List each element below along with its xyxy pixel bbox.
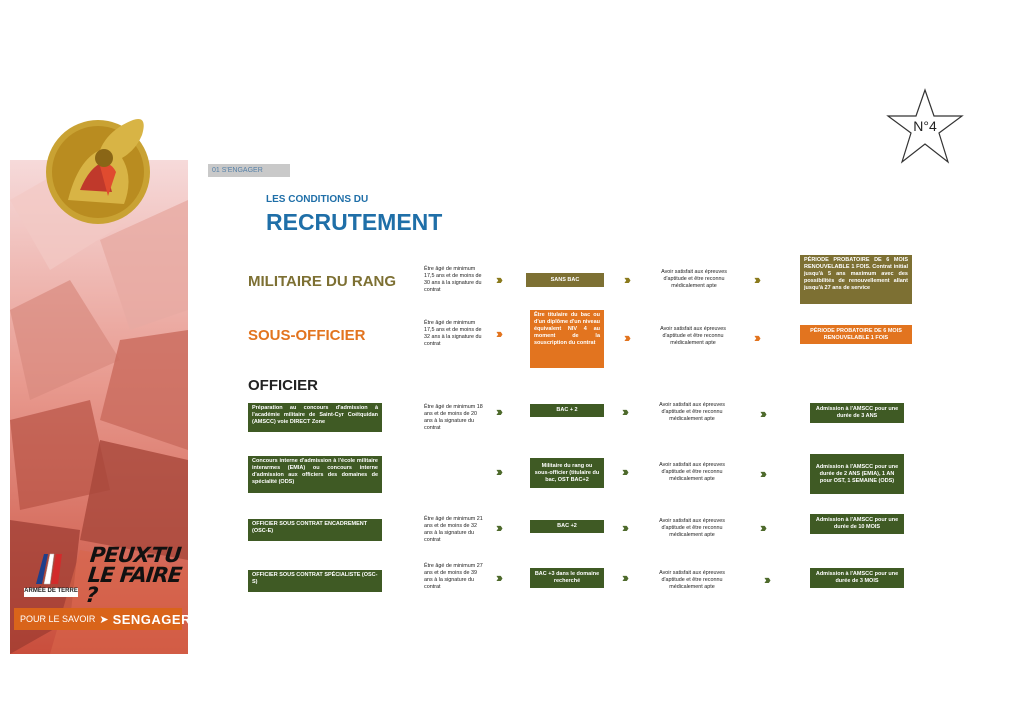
diploma-box: BAC +2 xyxy=(530,520,604,533)
page-title: RECRUTEMENT xyxy=(266,209,443,235)
aptitude-condition: Avoir satisfait aux épreuves d'aptitude et être reconnu médicalement apte xyxy=(661,269,727,289)
age-condition: Être âgé de minimum 18 ans et de moins de 20 ans à la signature du contrat xyxy=(424,404,483,431)
aptitude-condition: Avoir satisfait aux épreuves d'aptitude et être reconnu médicalement apte xyxy=(659,518,725,538)
aptitude-condition: Avoir satisfait aux épreuves d'aptitude et être reconnu médicalement apte xyxy=(659,570,725,590)
chevrons-icon: ››› xyxy=(496,464,500,479)
result-box: Admission à l'AMSCC pour une durée de 3 ANS xyxy=(810,403,904,423)
chevrons-icon: ››› xyxy=(496,570,500,585)
badge-number: N°4 xyxy=(913,118,937,134)
aptitude-condition: Avoir satisfait aux épreuves d'aptitude et être reconnu médicalement apte xyxy=(659,402,725,422)
result-box: Admission à l'AMSCC pour une durée de 10 MOIS xyxy=(810,514,904,534)
diploma-box: BAC +3 dans le domaine recherché xyxy=(530,568,604,588)
cta-text: POUR LE SAVOIR xyxy=(20,614,96,624)
chevrons-icon: ››› xyxy=(496,520,500,535)
aptitude-condition: Avoir satisfait aux épreuves d'aptitude et être reconnu médicalement apte xyxy=(660,326,726,346)
chevrons-icon: ››› xyxy=(624,330,628,345)
age-condition: Être âgé de minimum 17,5 ans et de moins de 30 ans à la signature du contrat xyxy=(424,266,482,293)
chevrons-icon: ››› xyxy=(622,404,626,419)
result-box: PÉRIODE PROBATOIRE DE 6 MOIS RENOUVELABLE 1 FOIS xyxy=(800,325,912,344)
result-box: PÉRIODE PROBATOIRE DE 6 MOIS RENOUVELABLE 1 FOIS. Contrat initial jusqu'à 5 ans maximum avec des possibilités de renouvellement allant jusqu'à 27 ans de service xyxy=(800,255,912,304)
army-emblem xyxy=(38,100,168,230)
chevrons-icon: ››› xyxy=(496,326,500,341)
category-sous-officier: SOUS-OFFICIER xyxy=(248,327,366,344)
age-condition: Être âgé de minimum 21 ans et de moins de 32 ans à la signature du contrat xyxy=(424,516,483,543)
chevrons-icon: ››› xyxy=(496,272,500,287)
cta-link[interactable] xyxy=(14,608,214,630)
officer-path-box: Préparation au concours d'admission à l'académie militaire de Saint-Cyr Coëtquidan (AMSCC) voie DIRECT Zone xyxy=(248,403,382,432)
cta-site: SENGAGER.FR xyxy=(112,611,214,627)
result-box: Admission à l'AMSCC pour une durée de 2 ANS (EMIA), 1 AN pour OST, 1 SEMAINE (ODS) xyxy=(810,454,904,494)
chevrons-icon: ››› xyxy=(496,404,500,419)
diploma-box: SANS BAC xyxy=(526,273,604,287)
age-condition: Être âgé de minimum 27 ans et de moins de 39 ans à la signature du contrat xyxy=(424,563,483,590)
slogan-line1: PEUX-TU xyxy=(88,543,182,567)
chevrons-icon: ››› xyxy=(760,466,764,481)
chevrons-icon: ››› xyxy=(754,272,758,287)
diploma-box: BAC + 2 xyxy=(530,404,604,417)
army-label: ARMÉE DE TERRE xyxy=(24,588,78,594)
page-subtitle: LES CONDITIONS DU xyxy=(266,194,369,205)
chevrons-icon: ››› xyxy=(760,520,764,535)
chevrons-icon: ››› xyxy=(622,464,626,479)
officer-path-box: OFFICIER SOUS CONTRAT ENCADREMENT (OSC-E) xyxy=(248,519,382,541)
slogan xyxy=(85,545,191,605)
aptitude-condition: Avoir satisfait aux épreuves d'aptitude et être reconnu médicalement apte xyxy=(659,462,725,482)
officer-path-box: Concours interne d'admission à l'école militaire interarmes (EMIA) ou concours interne d'admission aux officiers des domaines de spécialité (ODS) xyxy=(248,456,382,493)
chevrons-icon: ››› xyxy=(624,272,628,287)
diploma-box: Être titulaire du bac ou d'un diplôme d'un niveau équivalent NIV 4 au moment de la souscription du contrat xyxy=(530,310,604,368)
section-tag: 01 S'ENGAGER xyxy=(208,164,290,177)
age-condition: Être âgé de minimum 17,5 ans et de moins de 32 ans à la signature du contrat xyxy=(424,320,482,347)
diploma-box: Militaire du rang ou sous-officier (titulaire du bac, OST BAC+2 xyxy=(530,458,604,488)
category-militaire-du-rang: MILITAIRE DU RANG xyxy=(248,273,397,290)
chevrons-icon: ››› xyxy=(622,570,626,585)
chevrons-icon: ››› xyxy=(760,406,764,421)
army-logo xyxy=(20,548,82,600)
chevrons-icon: ››› xyxy=(754,330,758,345)
category-officier: OFFICIER xyxy=(248,377,318,394)
chevrons-icon: ››› xyxy=(622,520,626,535)
officer-path-box: OFFICIER SOUS CONTRAT SPÉCIALISTE (OSC-S) xyxy=(248,570,382,592)
chevrons-icon: ››› xyxy=(764,572,768,587)
result-box: Admission à l'AMSCC pour une durée de 3 MOIS xyxy=(810,568,904,588)
arrow-right-icon: ➤ xyxy=(99,613,109,626)
slogan-line2: LE FAIRE ? xyxy=(84,563,183,607)
